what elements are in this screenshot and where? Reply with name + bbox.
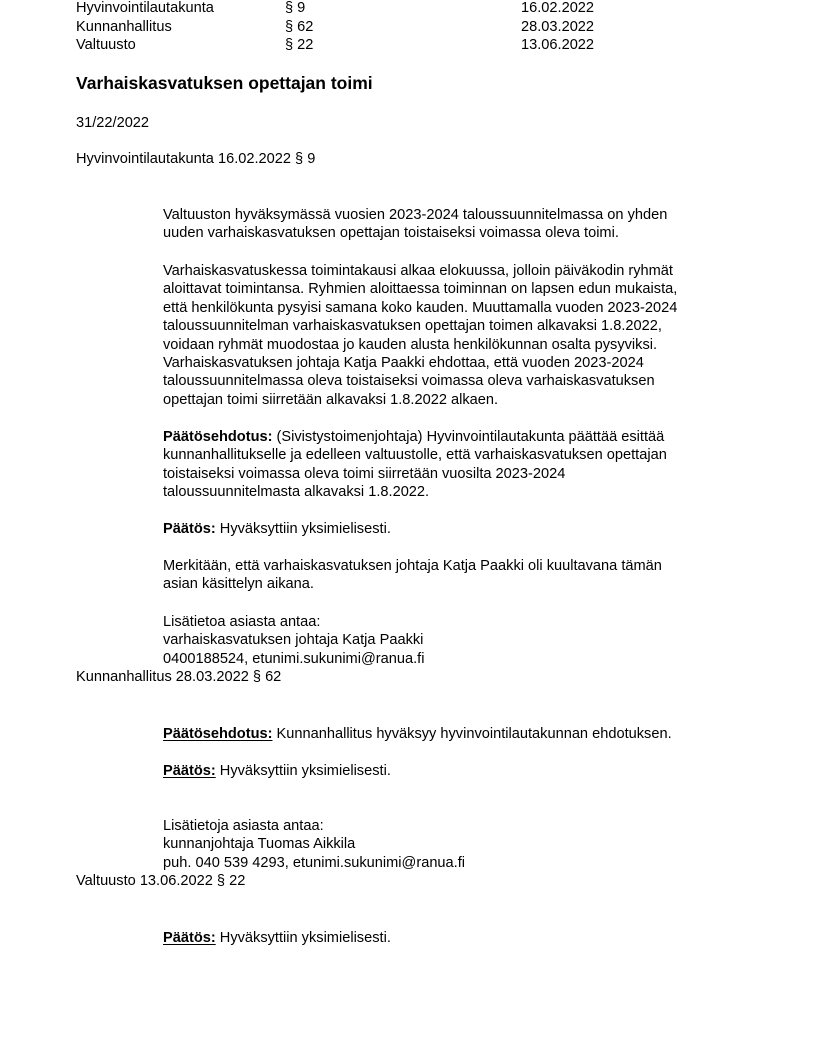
text-line: uuden varhaiskasvatuksen opettajan toistaiseksi voimassa oleva toimi. bbox=[163, 225, 619, 242]
text-line: Varhaiskasvatuskessa toimintakausi alkaa elokuussa, jolloin päiväkodin ryhmät bbox=[163, 263, 673, 279]
contact-info bbox=[163, 817, 763, 872]
history-date: 28.03.2022 bbox=[521, 18, 595, 35]
text-line: aloittavat toimintansa. Ryhmien aloittaessa toiminnan on lapsen edun mukaista, bbox=[163, 281, 678, 298]
text-line: puh. 040 539 4293, etunimi.sukunimi@ranua.fi bbox=[163, 854, 466, 871]
text-line: taloussuunnitelmassa oleva toistaiseksi voimassa oleva varhaiskasvatuksen bbox=[163, 373, 655, 390]
decision-text: Hyväksyttiin yksimielisesti. bbox=[215, 763, 391, 779]
text-line: Valtuuston hyväksymässä vuosien 2023-2024 taloussuunnitelmassa on yhden bbox=[163, 207, 668, 223]
text-line: Lisätietoja asiasta antaa: bbox=[163, 818, 324, 834]
decision-label: Päätös: bbox=[163, 521, 216, 537]
note bbox=[163, 557, 763, 594]
history-section: § 9 bbox=[285, 0, 306, 16]
text-line: opettajan toimi siirretään alkavaksi 1.8.2022 alkaen. bbox=[163, 391, 499, 408]
history-body: Valtuusto bbox=[76, 37, 136, 53]
history-section: § 22 bbox=[285, 37, 314, 53]
paragraph bbox=[163, 206, 763, 243]
text-line: Lisätietoa asiasta antaa: bbox=[163, 614, 321, 630]
decision bbox=[163, 520, 763, 538]
text-line: asian käsittelyn aikana. bbox=[163, 576, 314, 593]
decision-text: Hyväksyttiin yksimielisesti. bbox=[215, 521, 391, 537]
text-line: 0400188524, etunimi.sukunimi@ranua.fi bbox=[163, 650, 425, 667]
decision bbox=[163, 929, 763, 947]
meeting-heading: Hyvinvointilautakunta 16.02.2022 § 9 bbox=[76, 151, 316, 167]
text-line: Merkitään, että varhaiskasvatuksen johtaja Katja Paakki oli kuultavana tämän bbox=[163, 558, 662, 574]
text-line: että henkilökunta pysyisi samana koko kauden. Muuttamalla vuoden 2023-2024 bbox=[163, 299, 678, 316]
proposal bbox=[163, 725, 763, 743]
text-line: kunnanjohtaja Tuomas Aikkila bbox=[163, 836, 356, 853]
meeting-heading: Valtuusto 13.06.2022 § 22 bbox=[76, 873, 246, 889]
text-line: kunnanhallitukselle ja edelleen valtuustolle, että varhaiskasvatuksen opettajan bbox=[163, 447, 667, 464]
proposal-label: Päätösehdotus: bbox=[163, 726, 273, 742]
history-section: § 62 bbox=[285, 18, 314, 35]
history-date: 16.02.2022 bbox=[521, 0, 595, 16]
proposal-label: Päätösehdotus: bbox=[163, 429, 273, 445]
text-line: varhaiskasvatuksen johtaja Katja Paakki bbox=[163, 632, 424, 649]
history-body: Kunnanhallitus bbox=[76, 18, 172, 35]
decision-label: Päätös: bbox=[163, 930, 216, 946]
case-number: 31/22/2022 bbox=[76, 115, 150, 131]
decision-label: Päätös: bbox=[163, 763, 216, 779]
text-line: (Sivistystoimenjohtaja) Hyvinvointilautakunta päättää esittää bbox=[272, 429, 665, 445]
decision-text: Hyväksyttiin yksimielisesti. bbox=[215, 930, 391, 946]
contact-info bbox=[163, 613, 763, 668]
document-title: Varhaiskasvatuksen opettajan toimi bbox=[76, 73, 373, 93]
paragraph bbox=[163, 262, 763, 409]
proposal bbox=[163, 428, 763, 502]
text-line: toistaiseksi voimassa oleva toimi siirretään vuosilta 2023-2024 bbox=[163, 465, 566, 482]
history-body: Hyvinvointilautakunta bbox=[76, 0, 214, 16]
proposal-text: Kunnanhallitus hyväksyy hyvinvointilautakunnan ehdotuksen. bbox=[272, 726, 672, 742]
text-line: voidaan ryhmät muodostaa jo kauden alusta henkilökunnan osalta pysyviksi. bbox=[163, 336, 658, 353]
history-date: 13.06.2022 bbox=[521, 37, 595, 53]
text-line: Varhaiskasvatuksen johtaja Katja Paakki ehdottaa, että vuoden 2023-2024 bbox=[163, 355, 644, 372]
meeting-heading: Kunnanhallitus 28.03.2022 § 62 bbox=[76, 669, 282, 685]
decision bbox=[163, 762, 763, 780]
text-line: taloussuunnitelman varhaiskasvatuksen opettajan toimen alkavaksi 1.8.2022, bbox=[163, 318, 662, 335]
text-line: taloussuunnitelmasta alkavaksi 1.8.2022. bbox=[163, 484, 430, 501]
